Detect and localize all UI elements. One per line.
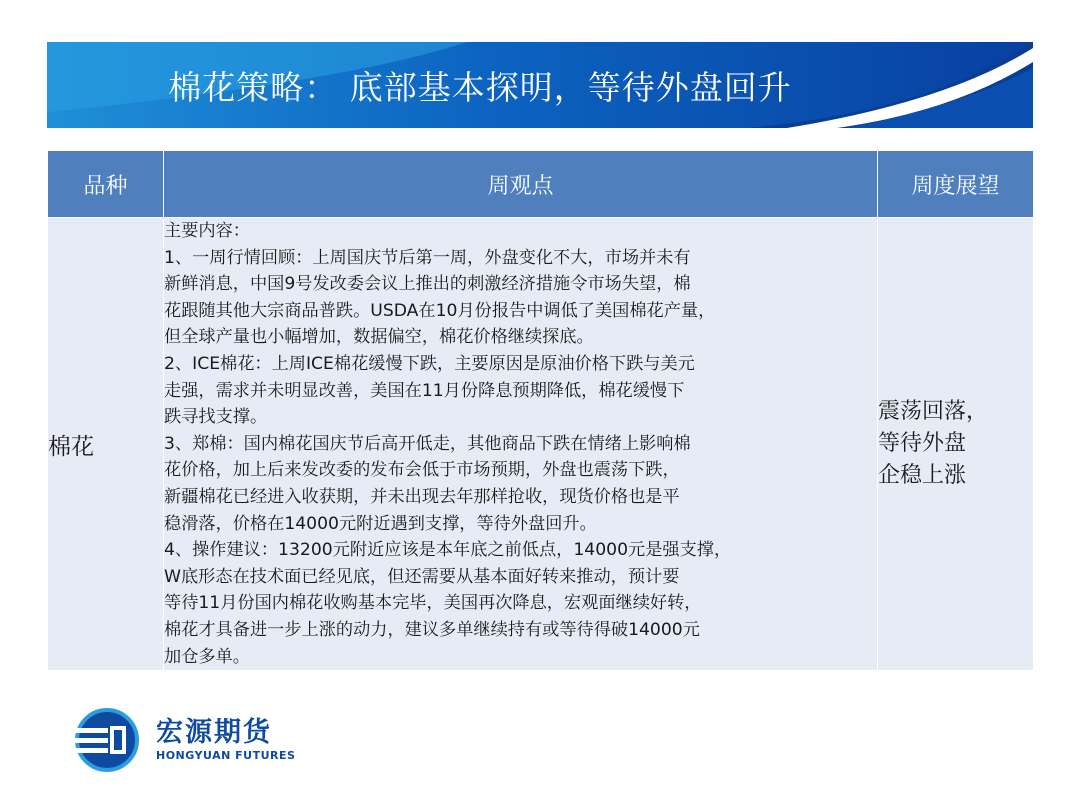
title-banner bbox=[47, 42, 1033, 128]
variety-cell: 棉花 bbox=[48, 218, 164, 671]
content-line: 2、ICE棉花：上周ICE棉花缓慢下跌，主要原因是原油价格下跌与美元 bbox=[164, 353, 695, 374]
content-line: 跌寻找支撑。 bbox=[164, 407, 268, 428]
content-line: 加仓多单。 bbox=[164, 646, 250, 667]
content-line: 稳滑落，价格在14000元附近遇到支撑，等待外盘回升。 bbox=[164, 513, 597, 534]
content-line: 走强，需求并未明显改善，美国在11月份降息预期降低，棉花缓慢下 bbox=[164, 380, 685, 401]
content-line: 花跟随其他大宗商品普跌。USDA在10月份报告中调低了美国棉花产量， bbox=[164, 300, 716, 321]
outlook-line: 震荡回落， bbox=[878, 399, 989, 425]
hongyuan-logo-icon bbox=[74, 708, 144, 772]
content-line: 3、郑棉：国内棉花国庆节后高开低走，其他商品下跌在情绪上影响棉 bbox=[164, 433, 691, 454]
strategy-table bbox=[47, 150, 1034, 671]
content-line: 新鲜消息，中国9号发改委会议上推出的刺激经济措施令市场失望，棉 bbox=[164, 274, 691, 295]
content-line: 4、操作建议：13200元附近应该是本年底之前低点，14000元是强支撑， bbox=[164, 540, 732, 561]
content-line: 1、一周行情回顾：上周国庆节后第一周，外盘变化不大，市场并未有 bbox=[164, 247, 691, 268]
header-variety: 品种 bbox=[48, 151, 164, 218]
logo-name-cn: 宏源期货 bbox=[156, 717, 272, 748]
content-line: 但全球产量也小幅增加，数据偏空，棉花价格继续探底。 bbox=[164, 327, 594, 348]
weekly-view-cell bbox=[164, 218, 878, 671]
header-weekly-outlook: 周度展望 bbox=[878, 151, 1034, 218]
page-title: 棉花策略： 底部基本探明，等待外盘回升 bbox=[168, 67, 792, 107]
table-row bbox=[48, 218, 1034, 671]
weekly-outlook-cell bbox=[878, 218, 1034, 671]
content-line: 等待11月份国内棉花收购基本完毕，美国再次降息，宏观面继续好转， bbox=[164, 593, 702, 614]
content-line: 花价格，加上后来发改委的发布会低于市场预期，外盘也震荡下跌， bbox=[164, 460, 680, 481]
outlook-line: 等待外盘 bbox=[878, 431, 967, 457]
content-line: 新疆棉花已经进入收获期，并未出现去年那样抢收，现货价格也是平 bbox=[164, 486, 680, 507]
content-line: 棉花才具备进一步上涨的动力，建议多单继续持有或等待得破14000元 bbox=[164, 619, 700, 640]
content-line: 主要内容： bbox=[164, 221, 250, 241]
logo-name-en: HONGYUAN FUTURES bbox=[156, 749, 296, 762]
table-header-row bbox=[48, 151, 1034, 218]
header-weekly-view: 周观点 bbox=[164, 151, 878, 218]
company-logo bbox=[74, 708, 314, 772]
content-line: W底形态在技术面已经见底，但还需要从基本面好转来推动，预计要 bbox=[164, 566, 680, 587]
outlook-line: 企稳上涨 bbox=[878, 463, 967, 489]
